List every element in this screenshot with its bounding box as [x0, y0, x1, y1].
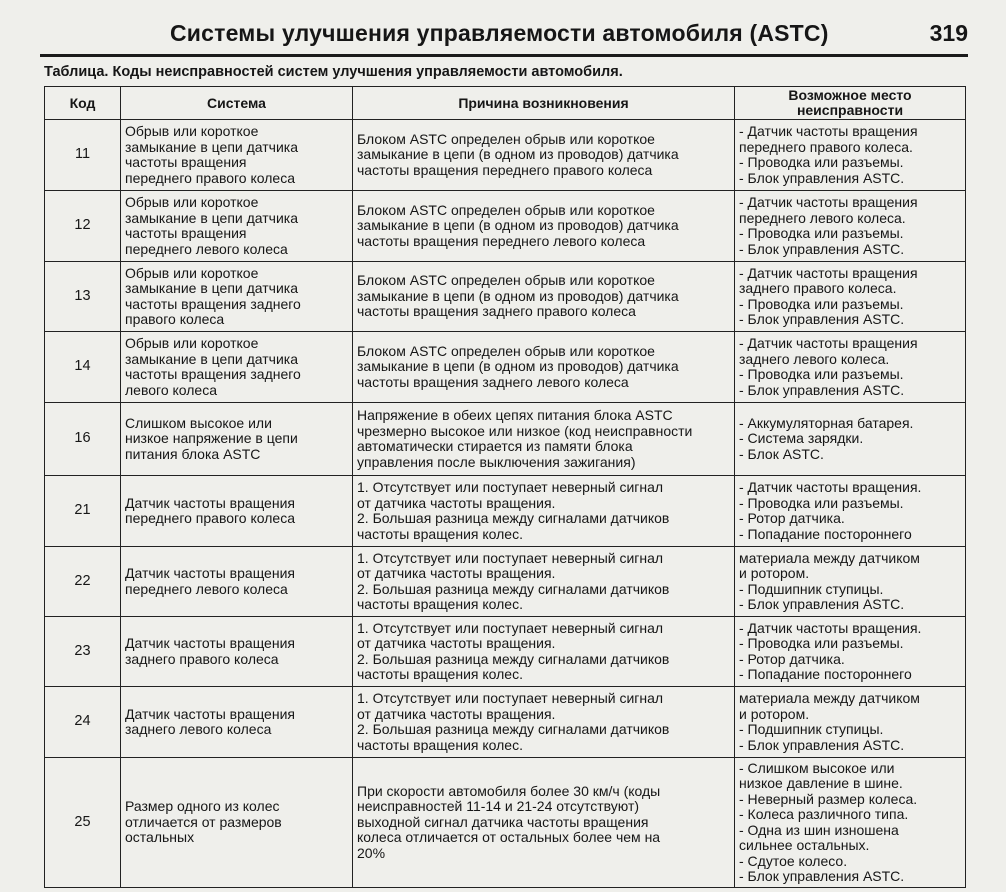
place-line: - Неверный размер колеса. [739, 790, 918, 807]
place-line: - Датчик частоты вращения. [739, 619, 922, 636]
table-header-row [45, 87, 966, 120]
cell-place [735, 191, 966, 262]
place-line: - Датчик частоты вращения. [739, 479, 922, 495]
table-body [45, 120, 966, 888]
place-line: - Датчик частоты вращения [739, 123, 918, 139]
place-line: - Слишком высокое или [739, 759, 895, 776]
table-row [45, 617, 966, 687]
system-text: Датчик частоты вращения заднего правого колеса [125, 635, 295, 667]
table-caption: Таблица. Коды неисправностей систем улучшения управляемости автомобиля. [44, 64, 623, 80]
system-text: Обрыв или короткое замыкание в цепи датчика частоты вращения переднего левого колеса [125, 194, 298, 257]
fault-codes-table [44, 86, 966, 888]
cell-code: 22 [45, 547, 121, 617]
cell-cause [353, 262, 735, 332]
cell-code: 12 [45, 191, 121, 262]
system-text: Обрыв или короткое замыкание в цепи датчика частоты вращения переднего правого колеса [125, 123, 298, 186]
place-line: - Система зарядки. [739, 430, 864, 447]
cell-code: 14 [45, 332, 121, 403]
table-row [45, 403, 966, 476]
table-row [45, 687, 966, 758]
place-line: - Проводка или разъемы. [739, 154, 904, 170]
cell-cause [353, 547, 735, 617]
cause-text: Блоком ASTC определен обрыв или короткое замыкание в цепи (в одном из проводов) датчика частоты вращения заднего правого колеса [357, 272, 679, 320]
system-text: Обрыв или короткое замыкание в цепи датчика частоты вращения заднего правого колеса [125, 264, 301, 327]
place-line: - Датчик частоты вращения [739, 264, 918, 281]
cell-cause [353, 120, 735, 191]
cell-code: 11 [45, 120, 121, 191]
cell-system [121, 191, 353, 262]
cell-code: 16 [45, 403, 121, 476]
cell-system [121, 617, 353, 687]
cell-system [121, 758, 353, 888]
cell-cause [353, 332, 735, 403]
cell-code: 24 [45, 687, 121, 758]
place-line: - Ротор датчика. [739, 510, 845, 526]
place-line: - Датчик частоты вращения [739, 335, 918, 351]
page-number: 319 [929, 20, 968, 46]
header-code: Код [45, 87, 121, 120]
cell-system [121, 262, 353, 332]
place-line: - Сдутое колесо. [739, 852, 848, 869]
table-row [45, 476, 966, 547]
place-line: - Подшипник ступицы. [739, 721, 884, 737]
place-line: - Одна из шин изношена [739, 821, 899, 838]
cell-place [735, 758, 966, 888]
cause-text: 1. Отсутствует или поступает неверный сигнал от датчика частоты вращения. 2. Большая разница между сигналами датчиков частоты вращения колес. [357, 619, 670, 682]
cause-text: 1. Отсутствует или поступает неверный сигнал от датчика частоты вращения. 2. Большая разница между сигналами датчиков частоты вращения колес. [357, 690, 670, 753]
cell-code: 13 [45, 262, 121, 332]
place-line: - Попадание постороннего [739, 666, 912, 682]
cell-system [121, 547, 353, 617]
table-row [45, 332, 966, 403]
system-text: Размер одного из колес отличается от размеров остальных [125, 798, 282, 846]
cell-cause [353, 191, 735, 262]
place-line: переднего правого колеса. [739, 138, 913, 155]
cell-cause [353, 403, 735, 476]
place-line: - Блок управления ASTC. [739, 596, 905, 612]
cell-place [735, 120, 966, 191]
cell-code: 21 [45, 476, 121, 547]
cell-place [735, 332, 966, 403]
system-text: Датчик частоты вращения переднего левого колеса [125, 565, 295, 597]
place-line: - Датчик частоты вращения [739, 194, 918, 210]
place-line: - Блок управления ASTC. [739, 736, 905, 753]
place-line: переднего левого колеса. [739, 209, 906, 226]
place-line: - Блок управления ASTC. [739, 868, 905, 884]
system-text: Слишком высокое или низкое напряжение в цепи питания блока ASTC [125, 414, 298, 462]
table-row [45, 262, 966, 332]
header-system: Система [121, 87, 353, 120]
cell-system [121, 476, 353, 547]
place-line: - Ротор датчика. [739, 650, 845, 667]
cell-cause [353, 687, 735, 758]
header-cause: Причина возникновения [353, 87, 735, 120]
place-line: - Аккумуляторная батарея. [739, 414, 914, 431]
place-line: заднего левого колеса. [739, 350, 890, 367]
page-header [40, 14, 968, 57]
place-line: низкое давление в шине. [739, 775, 903, 791]
place-line: заднего правого колеса. [739, 280, 897, 296]
place-line: - Проводка или разъемы. [739, 366, 904, 382]
cell-system [121, 687, 353, 758]
cell-code: 23 [45, 617, 121, 687]
cell-place [735, 547, 966, 617]
cell-place [735, 262, 966, 332]
cause-text: 1. Отсутствует или поступает неверный сигнал от датчика частоты вращения. 2. Большая разница между сигналами датчиков частоты вращения колес. [357, 479, 670, 542]
cell-cause [353, 617, 735, 687]
table-row [45, 758, 966, 888]
header-place-label: Возможное место неисправности [788, 87, 912, 118]
place-line: - Блок управления ASTC. [739, 381, 905, 398]
cell-system [121, 120, 353, 191]
place-line: материала между датчиком [739, 690, 920, 706]
cause-text: Блоком ASTC определен обрыв или короткое замыкание в цепи (в одном из проводов) датчика частоты вращения переднего левого колеса [357, 201, 679, 249]
system-text: Обрыв или короткое замыкание в цепи датчика частоты вращения заднего левого колеса [125, 335, 301, 398]
cause-text: Блоком ASTC определен обрыв или короткое замыкание в цепи (в одном из проводов) датчика частоты вращения переднего правого колеса [357, 130, 679, 178]
page-title: Системы улучшения управляемости автомобиля (ASTC) [170, 20, 829, 46]
place-line: - Блок управления ASTC. [739, 169, 905, 186]
cause-text: Блоком ASTC определен обрыв или короткое замыкание в цепи (в одном из проводов) датчика частоты вращения заднего левого колеса [357, 342, 679, 390]
table-row [45, 120, 966, 191]
cell-place [735, 617, 966, 687]
cell-cause [353, 758, 735, 888]
place-line: - Подшипник ступицы. [739, 580, 884, 597]
place-line: - Блок управления ASTC. [739, 240, 905, 257]
place-line: материала между датчиком [739, 549, 920, 566]
place-line: - Колеса различного типа. [739, 806, 909, 822]
cell-place [735, 403, 966, 476]
cell-code: 25 [45, 758, 121, 888]
place-line: сильнее остальных. [739, 837, 870, 853]
place-line: - Проводка или разъемы. [739, 225, 904, 241]
cell-place [735, 687, 966, 758]
system-text: Датчик частоты вращения заднего левого колеса [125, 705, 295, 737]
cell-system [121, 332, 353, 403]
table-row [45, 547, 966, 617]
cause-text: При скорости автомобиля более 30 км/ч (коды неисправностей 11-14 и 21-24 отсутствуют) выходной сигнал датчика частоты вращения колеса отличается от остальных более чем на 20% [357, 782, 661, 861]
cause-text: Напряжение в обеих цепях питания блока ASTC чрезмерно высокое или низкое (код неисправности автоматически стирается из памяти блока управления после выключения зажигания) [357, 407, 693, 470]
place-line: - Блок ASTC. [739, 445, 824, 462]
place-line: - Проводка или разъемы. [739, 635, 904, 651]
table-row [45, 191, 966, 262]
system-text: Датчик частоты вращения переднего правого колеса [125, 494, 295, 526]
place-line: - Проводка или разъемы. [739, 295, 904, 312]
cell-place [735, 476, 966, 547]
cause-text: 1. Отсутствует или поступает неверный сигнал от датчика частоты вращения. 2. Большая разница между сигналами датчиков частоты вращения колес. [357, 549, 670, 612]
cell-system [121, 403, 353, 476]
cell-cause [353, 476, 735, 547]
place-line: и ротором. [739, 705, 810, 722]
place-line: - Блок управления ASTC. [739, 311, 905, 327]
place-line: - Проводка или разъемы. [739, 494, 904, 511]
place-line: и ротором. [739, 565, 810, 581]
header-place [735, 87, 966, 120]
place-line: - Попадание постороннего [739, 525, 912, 542]
